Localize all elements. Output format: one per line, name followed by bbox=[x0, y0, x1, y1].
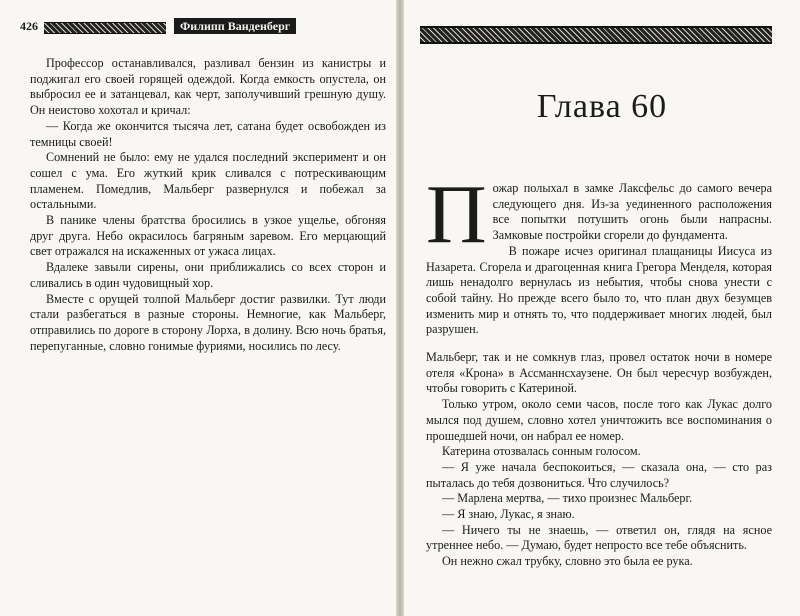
drop-cap: П bbox=[426, 168, 487, 261]
left-page-text bbox=[30, 56, 386, 354]
paragraph: ожар полыхал в замке Лаксфельс до самого вечера следующего дня. Из-за уединенного расположения все попытки потушить огонь были напрасны. Замковые постройки сгорели до фундамента. bbox=[492, 181, 772, 243]
chapter-ornament bbox=[420, 26, 772, 44]
header-ornament bbox=[44, 22, 166, 34]
chapter-section bbox=[426, 350, 772, 570]
paragraph: Вместе с орущей толпой Мальберг достиг развилки. Тут люди стали разбегаться в разные стороны. Немногие, как Мальберг, отправились по дороге в сторону Лорха, в долину. Всю ночь братья, перепуганные, словно гонимые фуриями, носились по лесу. bbox=[30, 291, 386, 353]
paragraph: — Марлена мертва, — тихо произнес Мальберг. bbox=[442, 491, 693, 506]
paragraph: Профессор останавливался, разливал бензин из канистры и поджигал его своей горящей одеждой. Когда емкость опустела, он выбросил ее и затанцевал, как черт, заполучивший грешную душу. Он неистово хохотал и кричал: bbox=[30, 56, 386, 118]
page-number: 426 bbox=[20, 19, 38, 33]
running-head bbox=[0, 18, 396, 36]
paragraph: — Ничего ты не знаешь, — ответил он, глядя на ясное утреннее небо. — Думаю, будет непросто все тебе объяснить. bbox=[426, 522, 772, 553]
book-gutter bbox=[396, 0, 404, 616]
paragraph: Только утром, около семи часов, после того как Лукас долго мылся под душем, словно хотел уничтожить все воспоминания о прошедшей ночи, он набрал ее номер. bbox=[426, 397, 772, 443]
paragraph: Вдалеке завыли сирены, они приближались со всех сторон и сливались в один чудовищный хор. bbox=[30, 260, 386, 290]
paragraph: — Когда же окончится тысяча лет, сатана будет освобожден из темницы своей! bbox=[30, 118, 386, 149]
paragraph: Мальберг, так и не сомкнув глаз, провел остаток ночи в номере отеля «Крона» в Ассманнсхаузене. Он был чересчур возбужден, чтобы говорить с Катериной. bbox=[426, 350, 772, 396]
paragraph: Сомнений не было: ему не удался последний эксперимент и он сошел с ума. Его жуткий крик сливался с потрескивающим пламенем. Помедлив, Мальберг развернулся и побежал за остальными. bbox=[30, 150, 386, 212]
paragraph: — Я знаю, Лукас, я знаю. bbox=[442, 507, 575, 522]
paragraph: В пожаре исчез оригинал плащаницы Иисуса из Назарета. Сгорела и драгоценная книга Грегора Менделя, которая лишь ненадолго вернулась из небытия, чтобы снова унести с собой тайну. Но прежде всего было то, что план двух безумцев изменить мир и отнять то, что поддерживает многих людей, был разрушен. bbox=[426, 243, 772, 337]
paragraph: Он нежно сжал трубку, словно это была ее рука. bbox=[442, 554, 693, 569]
running-head-author: Филипп Ванденберг bbox=[174, 18, 296, 34]
paragraph: Катерина отозвалась сонным голосом. bbox=[442, 444, 641, 459]
chapter-title: Глава 60 bbox=[536, 88, 668, 125]
paragraph: В панике члены братства бросились в узкое ущелье, обгоняя друг друга. Небо окрасилось багряным заревом. Его мерцающий свет отражался на искаженных от ужаса лицах. bbox=[30, 213, 386, 259]
chapter-opening bbox=[426, 168, 772, 338]
paragraph: — Я уже начала беспокоиться, — сказала она, — сто раз пыталась до тебя дозвониться. Что случилось? bbox=[426, 459, 772, 490]
